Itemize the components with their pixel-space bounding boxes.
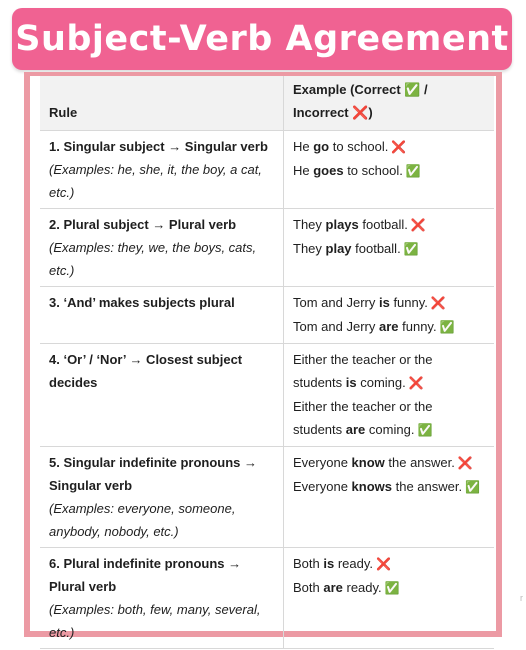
sentence-start: Either the teacher or the students [293, 352, 433, 390]
sentence-end: coming. [365, 422, 415, 437]
rule-title: 4. ‘Or’ / ‘Nor’ → Closest subject decides [49, 352, 243, 390]
example-cell [284, 287, 495, 344]
sentence-start: He [293, 163, 314, 178]
grammar-table [40, 76, 494, 649]
sentence-end: to school. [329, 139, 389, 154]
sentence-start: Everyone [293, 479, 352, 494]
example-sentence [293, 451, 485, 475]
incorrect-cross-icon: ❌ [410, 218, 426, 232]
sentence-end: football. [358, 217, 408, 232]
sentence-start: He [293, 139, 314, 154]
rule-cell [40, 344, 284, 447]
example-sentence [293, 213, 485, 237]
rule-title: 6. Plural indefinite pronouns → Plural verb [49, 556, 242, 594]
header-rule: Rule [40, 76, 284, 131]
example-cell [284, 447, 495, 548]
rule-cell [40, 209, 284, 287]
rule-cell [40, 447, 284, 548]
sentence-start: Both [293, 556, 324, 571]
sentence-end: football. [351, 241, 401, 256]
verb: know [351, 455, 385, 470]
sentence-end: ready. [342, 580, 382, 595]
sentence-start: Both [293, 580, 324, 595]
correct-check-icon: ✅ [405, 164, 421, 178]
sentence-end: the answer. [392, 479, 463, 494]
incorrect-cross-icon: ❌ [430, 296, 446, 310]
rule-cell [40, 287, 284, 344]
example-sentence [293, 315, 485, 339]
rule-note: (Examples: both, few, many, several, etc.) [49, 602, 261, 640]
verb: are [345, 422, 366, 437]
example-sentence [293, 348, 485, 395]
example-sentence [293, 159, 485, 183]
sentence-end: funny. [398, 319, 437, 334]
sentence-start: Everyone [293, 455, 352, 470]
rule-note: (Examples: everyone, someone, anybody, nobody, etc.) [49, 501, 236, 539]
sentence-start: They [293, 217, 326, 232]
incorrect-cross-icon: ❌ [391, 140, 407, 154]
verb: are [378, 319, 399, 334]
table-row [40, 344, 494, 447]
rule-title: 1. Singular subject → Singular verb [49, 139, 268, 154]
example-sentence [293, 576, 485, 600]
example-cell [284, 548, 495, 649]
rule-title: 3. ‘And’ makes subjects plural [49, 295, 235, 310]
title-banner [12, 8, 512, 70]
sentence-end: the answer. [384, 455, 455, 470]
rule-cell [40, 548, 284, 649]
correct-check-icon: ✅ [417, 423, 433, 437]
verb: plays [325, 217, 359, 232]
sentence-end: coming. [356, 375, 406, 390]
header-example: Example (Correct ✅ / Incorrect ❌) [284, 76, 495, 131]
example-sentence [293, 237, 485, 261]
incorrect-cross-icon: ❌ [375, 557, 391, 571]
correct-check-icon: ✅ [439, 320, 455, 334]
example-sentence [293, 291, 485, 315]
rule-title: 2. Plural subject → Plural verb [49, 217, 237, 232]
incorrect-cross-icon: ❌ [457, 456, 473, 470]
example-sentence [293, 135, 485, 159]
table-row [40, 287, 494, 344]
correct-check-icon: ✅ [465, 480, 481, 494]
verb: is [323, 556, 335, 571]
example-cell [284, 344, 495, 447]
table-row [40, 209, 494, 287]
table-frame [24, 72, 523, 640]
sentence-end: to school. [343, 163, 403, 178]
example-cell [284, 131, 495, 209]
verb: are [323, 580, 343, 595]
sentence-end: ready. [334, 556, 373, 571]
incorrect-cross-icon: ❌ [408, 376, 424, 390]
correct-check-icon: ✅ [384, 581, 400, 595]
verb: is [345, 375, 357, 390]
table-row [40, 548, 494, 649]
example-sentence [293, 395, 485, 442]
verb: is [378, 295, 390, 310]
sentence-start: Tom and Jerry [293, 295, 379, 310]
example-sentence [293, 475, 485, 499]
table-row [40, 447, 494, 548]
page-title: Subject-Verb Agreement [15, 19, 509, 59]
verb: play [325, 241, 352, 256]
rule-cell [40, 131, 284, 209]
table-header-row [40, 76, 494, 131]
sentence-start: Tom and Jerry [293, 319, 379, 334]
verb: go [313, 139, 330, 154]
correct-check-icon: ✅ [403, 242, 419, 256]
sentence-end: funny. [389, 295, 428, 310]
example-cell [284, 209, 495, 287]
verb: goes [313, 163, 344, 178]
table-row [40, 131, 494, 209]
sentence-start: They [293, 241, 326, 256]
verb: knows [351, 479, 393, 494]
rule-note: (Examples: they, we, the boys, cats, etc.) [49, 240, 257, 278]
example-sentence [293, 552, 485, 576]
rule-note: (Examples: he, she, it, the boy, a cat, etc.) [49, 162, 262, 200]
sentence-start: Either the teacher or the students [293, 399, 433, 437]
stray-mark: r [520, 593, 523, 603]
rule-title: 5. Singular indefinite pronouns → Singular verb [49, 455, 258, 493]
